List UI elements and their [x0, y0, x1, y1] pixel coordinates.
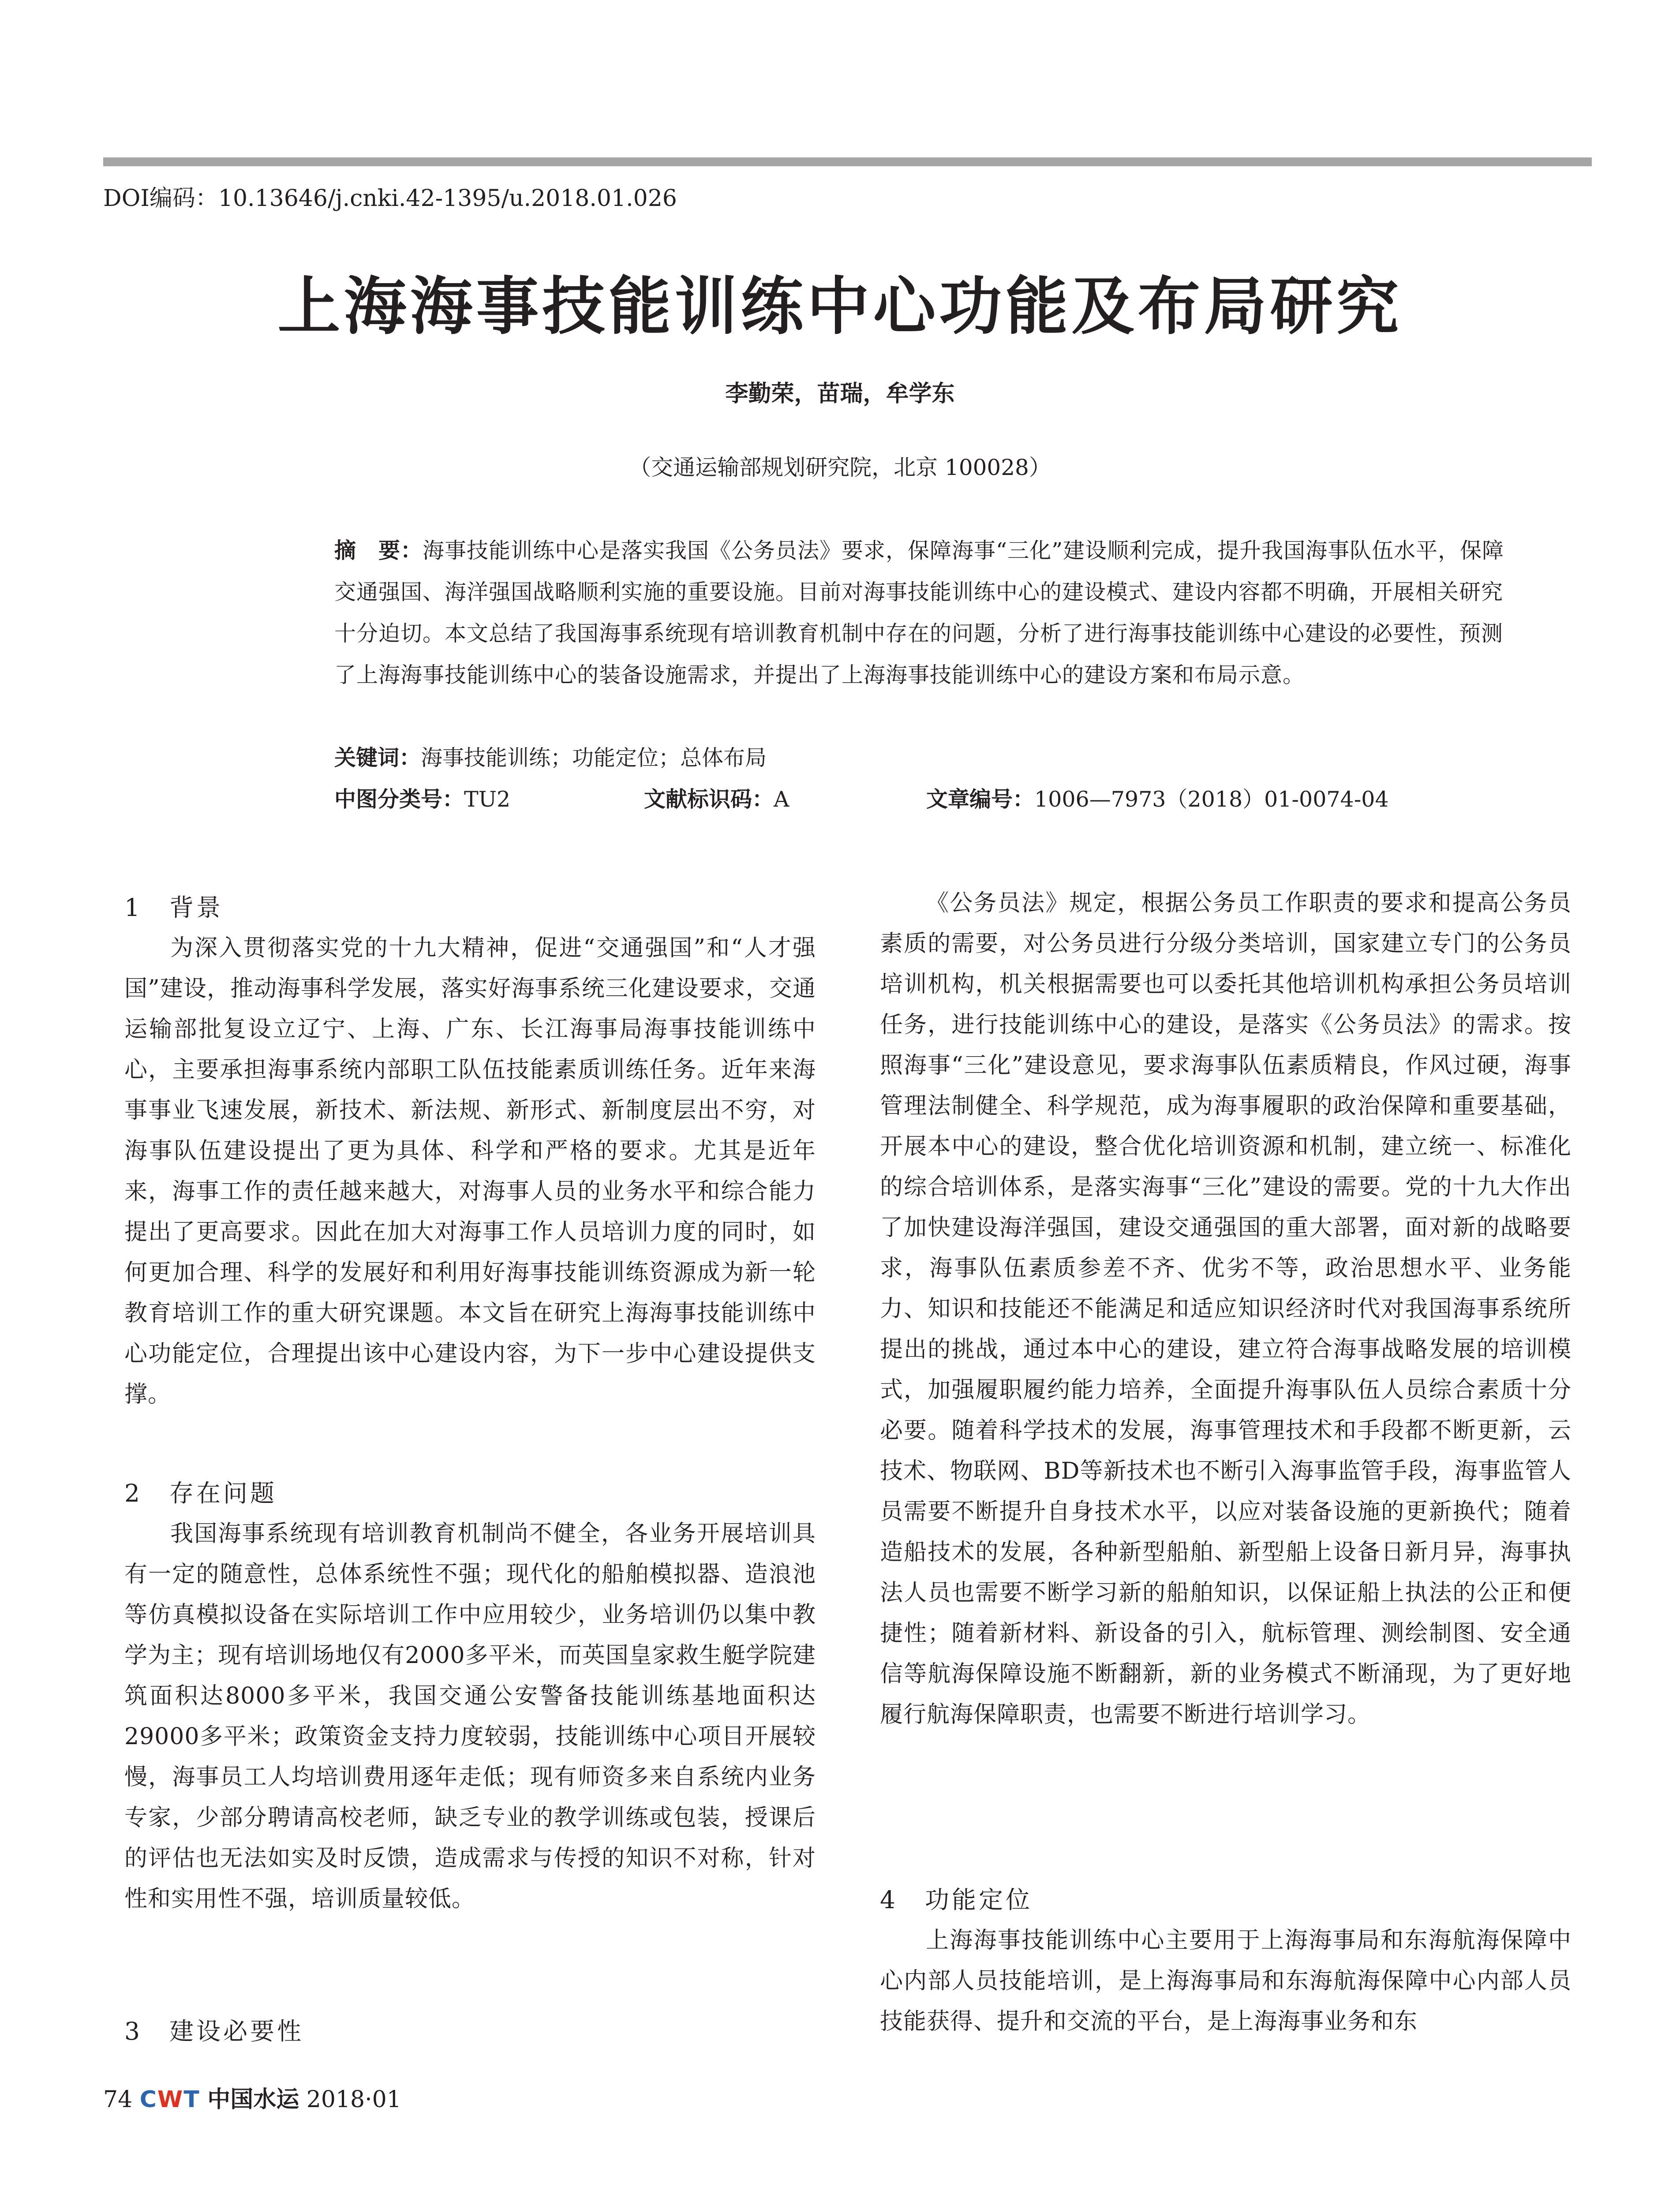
paragraph: 我国海事系统现有培训教育机制尚不健全，各业务开展培训具有一定的随意性，总体系统性不强；现代化的船舶模拟器、造浪池等仿真模拟设备在实际培训工作中应用较少，业务培训仍以集中教学为主；现有培训场地仅有2000多平米，而英国皇家救生艇学院建筑面积达8000多平米，我国交通公安警备技能训练基地面积达29000多平米；政策资金支持力度较弱，技能训练中心项目开展较慢，海事员工人均培训费用逐年走低；现有师资多来自系统内业务专家，少部分聘请高校老师，缺乏专业的教学训练或包装，授课后的评估也无法如实及时反馈，造成需求与传授的知识不对称，针对性和实用性不强，培训质量较低。: [124, 1521, 816, 1912]
section-1-body: [124, 928, 816, 1415]
article-no-value: 1006—7973（2018）01-0074-04: [1034, 787, 1389, 812]
abstract-text: 海事技能训练中心是落实我国《公务员法》要求，保障海事“三化”建设顺利完成，提升我国海事队伍水平，保障交通强国、海洋强国战略顺利实施的重要设施。目前对海事技能训练中心的建设模式、建设内容都不明确，开展相关研究十分迫切。本文总结了我国海事系统现有培训教育机制中存在的问题，分析了进行海事技能训练中心建设的必要性，预测了上海海事技能训练中心的装备设施需求，并提出了上海海事技能训练中心的建设方案和布局示意。: [334, 538, 1504, 688]
section-3-body: [880, 883, 1571, 1735]
article-number: [926, 779, 1389, 820]
header-rule: [103, 157, 1592, 166]
keywords: [334, 737, 767, 779]
clc-number: [334, 779, 510, 820]
journal-logo: CWT: [139, 2086, 200, 2113]
keywords-label: 关键词：: [334, 745, 421, 770]
clc-value: TU2: [464, 787, 511, 812]
section-heading-2: 2 存在问题: [124, 1479, 277, 1507]
article-no-label: 文章编号：: [926, 787, 1035, 812]
paper-title: 上海海事技能训练中心功能及布局研究: [277, 270, 1403, 343]
paragraph: 为深入贯彻落实党的十九大精神，促进“交通强国”和“人才强国”建设，推动海事科学发展，落实好海事系统三化建设要求，交通运输部批复设立辽宁、上海、广东、长江海事局海事技能训练中心，主要承担海事系统内部职工队伍技能素质训练任务。近年来海事事业飞速发展，新技术、新法规、新形式、新制度层出不穷，对海事队伍建设提出了更为具体、科学和严格的要求。尤其是近年来，海事工作的责任越来越大，对海事人员的业务水平和综合能力提出了更高要求。因此在加大对海事工作人员培训力度的同时，如何更加合理、科学的发展好和利用好海事技能训练资源成为新一轮教育培训工作的重大研究课题。本文旨在研究上海海事技能训练中心功能定位，合理提出该中心建设内容，为下一步中心建设提供支撑。: [124, 935, 816, 1408]
section-4-body: [880, 1920, 1571, 2042]
paper-authors: 李勤荣，苗瑞，牟学东: [725, 381, 955, 407]
section-heading-1: 1 背景: [124, 893, 223, 922]
page-footer: [103, 2084, 401, 2115]
page-number: 74: [103, 2086, 133, 2113]
section-heading-4: 4 功能定位: [880, 1886, 1033, 1914]
paper-affiliation: （交通运输部规划研究院，北京 100028）: [629, 455, 1051, 480]
journal-name: 中国水运: [207, 2086, 299, 2113]
paragraph: 上海海事技能训练中心主要用于上海海事局和东海航海保障中心内部人员技能培训，是上海海事局和东海航海保障中心内部人员技能获得、提升和交流的平台，是上海海事业务和东: [880, 1927, 1571, 2035]
issue-date: 2018·01: [306, 2086, 401, 2113]
doc-code-label: 文献标识码：: [644, 787, 774, 812]
abstract: [334, 530, 1508, 696]
doi-line: DOI编码：10.13646/j.cnki.42-1395/u.2018.01.026: [103, 185, 677, 212]
doc-code-value: A: [774, 787, 789, 812]
section-heading-3: 3 建设必要性: [124, 2017, 304, 2045]
paragraph: 《公务员法》规定，根据公务员工作职责的要求和提高公务员素质的需要，对公务员进行分级分类培训，国家建立专门的公务员培训机构，机关根据需要也可以委托其他培训机构承担公务员培训任务，进行技能训练中心的建设，是落实《公务员法》的需求。按照海事“三化”建设意见，要求海事队伍素质精良，作风过硬，海事管理法制健全、科学规范，成为海事履职的政治保障和重要基础，开展本中心的建设，整合优化培训资源和机制，建立统一、标准化的综合培训体系，是落实海事“三化”建设的需要。党的十九大作出了加快建设海洋强国，建设交通强国的重大部署，面对新的战略要求，海事队伍素质参差不齐、优劣不等，政治思想水平、业务能力、知识和技能还不能满足和适应知识经济时代对我国海事系统所提出的挑战，通过本中心的建设，建立符合海事战略发展的培训模式，加强履职履约能力培养，全面提升海事队伍人员综合素质十分必要。随着科学技术的发展，海事管理技术和手段都不断更新，云技术、物联网、BD等新技术也不断引入海事监管手段，海事监管人员需要不断提升自身技术水平，以应对装备设施的更新换代；随着造船技术的发展，各种新型船舶、新型船上设备日新月异，海事执法人员也需要不断学习新的船舶知识，以保证船上执法的公正和便捷性；随着新材料、新设备的引入，航标管理、测绘制图、安全通信等航海保障设施不断翻新，新的业务模式不断涌现，为了更好地履行航海保障职责，也需要不断进行培训学习。: [880, 890, 1571, 1728]
document-code: [644, 779, 789, 820]
clc-label: 中图分类号：: [334, 787, 464, 812]
abstract-label: 摘 要：: [334, 538, 423, 563]
section-2-body: [124, 1514, 816, 1919]
keywords-text: 海事技能训练；功能定位；总体布局: [421, 745, 767, 770]
